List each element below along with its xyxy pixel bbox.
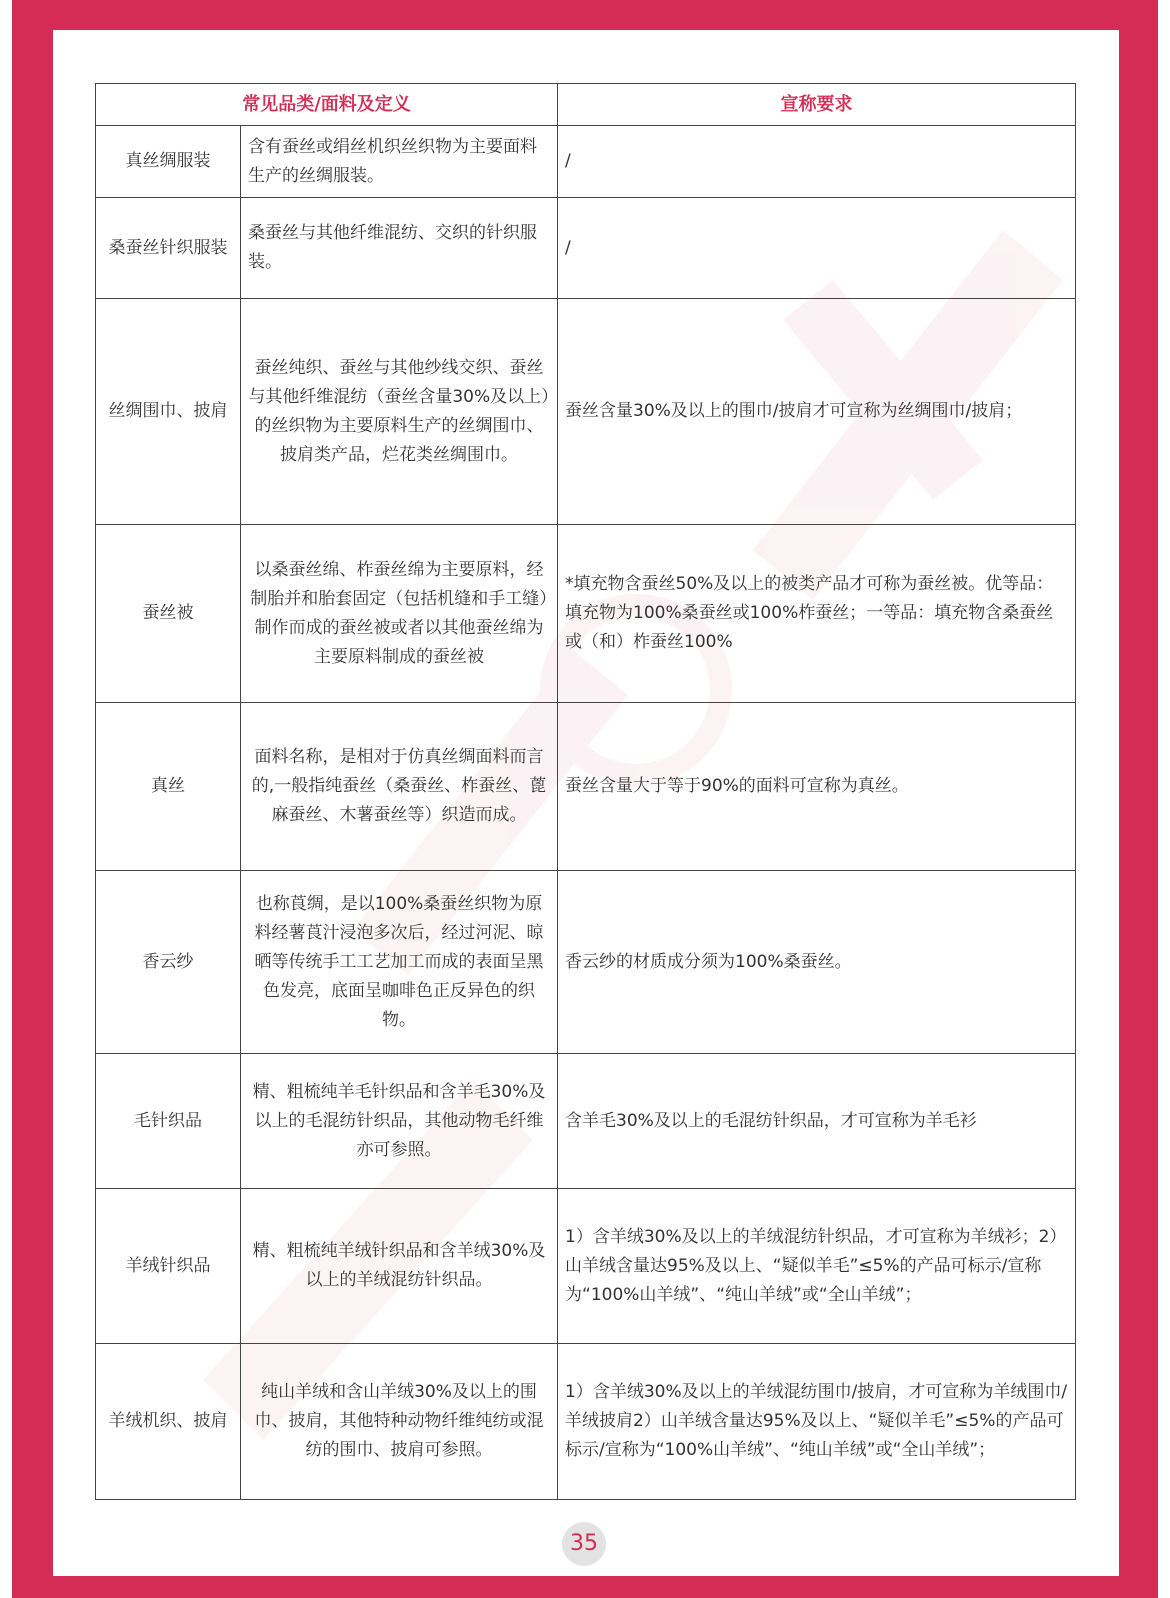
row-category: 毛针织品 (96, 1054, 241, 1189)
row-category: 羊绒针织品 (96, 1189, 241, 1344)
row-requirement: 1）含羊绒30%及以上的羊绒混纺围巾/披肩，才可宣称为羊绒围巾/羊绒披肩2）山羊绒含量达95%及以上、“疑似羊毛”≤5%的产品可标示/宣称为“100%山羊绒”、“纯山羊绒”或“全山羊绒”； (558, 1344, 1076, 1500)
page-number: 35 (562, 1522, 606, 1566)
table-row (96, 299, 1076, 525)
row-requirement: 香云纱的材质成分须为100%桑蚕丝。 (558, 871, 1076, 1054)
table-row (96, 1054, 1076, 1189)
row-category: 真丝绸服装 (96, 126, 241, 198)
table-row (96, 1189, 1076, 1344)
row-definition: 精、粗梳纯羊绒针织品和含羊绒30%及以上的羊绒混纺针织品。 (241, 1189, 558, 1344)
table-row (96, 871, 1076, 1054)
row-category: 羊绒机织、披肩 (96, 1344, 241, 1500)
table-header-row (96, 84, 1076, 126)
row-category: 香云纱 (96, 871, 241, 1054)
table-row (96, 126, 1076, 198)
row-requirement: *填充物含蚕丝50%及以上的被类产品才可称为蚕丝被。优等品：填充物为100%桑蚕丝或100%柞蚕丝；一等品：填充物含桑蚕丝或（和）柞蚕丝100% (558, 525, 1076, 703)
row-requirement: 含羊毛30%及以上的毛混纺针织品，才可宣称为羊毛衫 (558, 1054, 1076, 1189)
row-requirement: / (558, 198, 1076, 299)
table-row (96, 703, 1076, 871)
header-claim-requirement: 宣称要求 (558, 84, 1076, 126)
table-row (96, 1344, 1076, 1500)
row-requirement: / (558, 126, 1076, 198)
row-definition: 桑蚕丝与其他纤维混纺、交织的针织服装。 (241, 198, 558, 299)
row-category: 桑蚕丝针织服装 (96, 198, 241, 299)
row-category: 蚕丝被 (96, 525, 241, 703)
row-definition: 以桑蚕丝绵、柞蚕丝绵为主要原料，经制胎并和胎套固定（包括机缝和手工缝）制作而成的蚕丝被或者以其他蚕丝绵为主要原料制成的蚕丝被 (241, 525, 558, 703)
row-category: 真丝 (96, 703, 241, 871)
row-definition: 精、粗梳纯羊毛针织品和含羊毛30%及以上的毛混纺针织品，其他动物毛纤维亦可参照。 (241, 1054, 558, 1189)
row-definition: 也称莨绸，是以100%桑蚕丝织物为原料经薯莨汁浸泡多次后，经过河泥、晾晒等传统手工工艺加工而成的表面呈黑色发亮，底面呈咖啡色正反异色的织物。 (241, 871, 558, 1054)
row-definition: 蚕丝纯织、蚕丝与其他纱线交织、蚕丝与其他纤维混纺（蚕丝含量30%及以上）的丝织物为主要原料生产的丝绸围巾、披肩类产品，烂花类丝绸围巾。 (241, 299, 558, 525)
silk-wool-claims-table (95, 83, 1076, 1500)
row-requirement: 1）含羊绒30%及以上的羊绒混纺针织品，才可宣称为羊绒衫；2）山羊绒含量达95%及以上、“疑似羊毛”≤5%的产品可标示/宣称为“100%山羊绒”、“纯山羊绒”或“全山羊绒”； (558, 1189, 1076, 1344)
row-definition: 含有蚕丝或绢丝机织丝织物为主要面料生产的丝绸服装。 (241, 126, 558, 198)
header-category-definition: 常见品类/面料及定义 (96, 84, 558, 126)
row-definition: 面料名称，是相对于仿真丝绸面料而言的,一般指纯蚕丝（桑蚕丝、柞蚕丝、蓖麻蚕丝、木薯蚕丝等）织造而成。 (241, 703, 558, 871)
row-requirement: 蚕丝含量大于等于90%的面料可宣称为真丝。 (558, 703, 1076, 871)
row-category: 丝绸围巾、披肩 (96, 299, 241, 525)
row-definition: 纯山羊绒和含山羊绒30%及以上的围巾、披肩，其他特种动物纤维纯纺或混纺的围巾、披肩可参照。 (241, 1344, 558, 1500)
table-row (96, 525, 1076, 703)
row-requirement: 蚕丝含量30%及以上的围巾/披肩才可宣称为丝绸围巾/披肩； (558, 299, 1076, 525)
table-row (96, 198, 1076, 299)
